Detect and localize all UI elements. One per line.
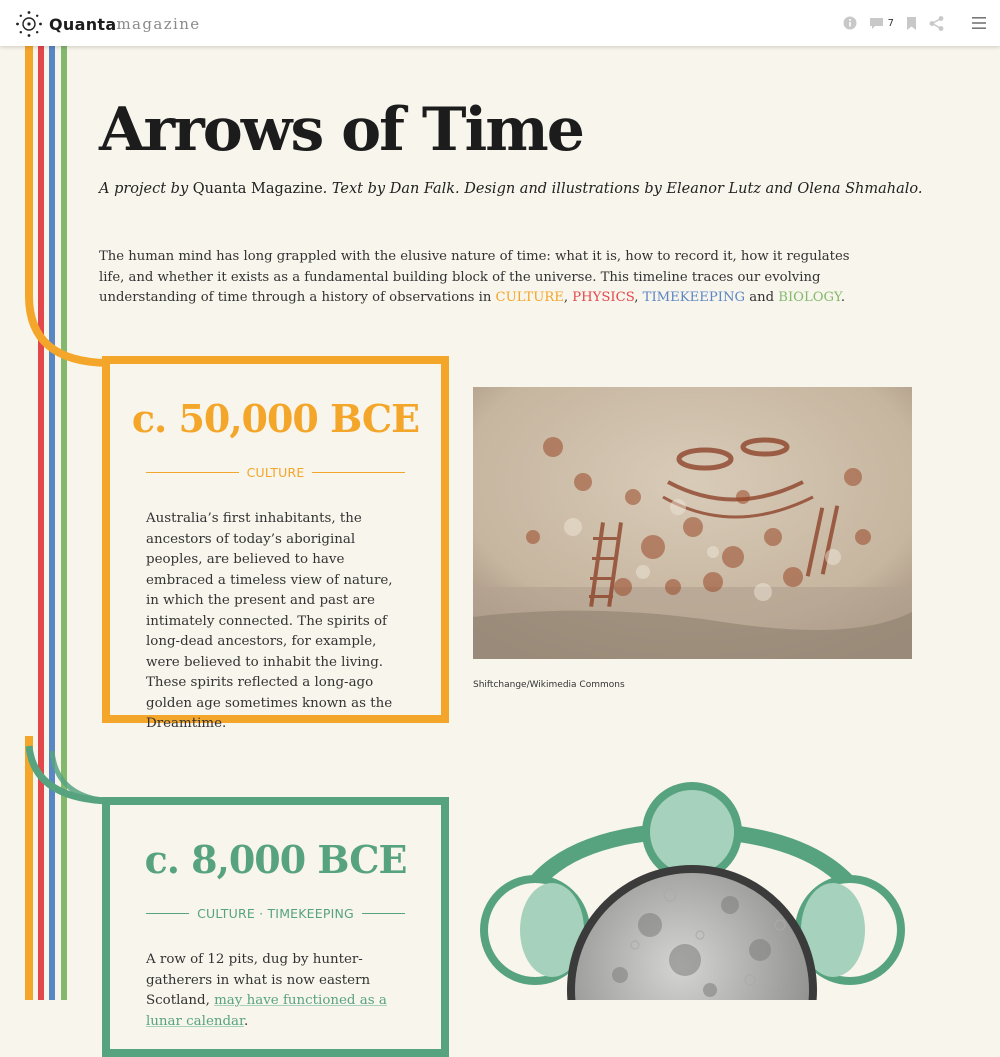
share-button[interactable] [929,13,944,33]
menu-icon [972,17,986,29]
entry-text-start: A row of 12 pits, dug by hunter-gatherers in what is now eastern Scotland, [146,952,371,1008]
header-tools [831,13,986,33]
brand-suffix: magazine [116,15,201,33]
key-physics: PHYSICS [572,290,635,305]
entry-text-end: . [243,1013,249,1029]
share-icon [929,16,944,31]
cave-painting-image [473,387,912,659]
intro-end: . [840,290,846,305]
category-label: CULTURE [246,465,305,480]
info-button[interactable] [843,13,857,33]
byline-publication: Quanta Magazine [192,181,323,197]
comments-button[interactable] [869,13,894,33]
category-label: CULTURE · TIMEKEEPING [197,906,354,921]
category-rule [146,472,239,474]
cave-painting-photo [473,387,912,659]
entry-date: c. 50,000 BCE [131,396,420,441]
bookmark-icon [906,17,917,30]
top-bar [0,0,1000,46]
comment-count: 7 [887,17,894,29]
key-culture: CULTURE [495,290,564,305]
timeline-entry-card [102,797,449,1057]
key-timekeeping: TIMEKEEPING [642,290,746,305]
intro-separator: , [634,290,643,305]
intro-separator: , [563,290,573,305]
entry-text: Australia’s first inhabitants, the ancestors of today’s aboriginal peoples, are believed to have embraced a timeless view of nature, in which the present and past are intimately connected. The spirits of long-dead ancestors, for example, were believed to inhabit the living. These spirits reflected a long-ago golden age sometimes known as the Dreamtime. [146,511,393,731]
byline-lead: A project by [99,181,193,197]
byline [99,181,922,197]
timeline-entry-card [102,356,449,731]
logo-icon [15,10,43,38]
article-title: Arrows of Time [99,95,583,165]
image-credit: Shiftchange/Wikimedia Commons [473,680,625,690]
moon-phases-illustration [470,775,920,1000]
brand-name: Quanta [49,14,117,34]
moon-phases-graphic [470,775,920,1000]
intro-text: The human mind has long grappled with the elusive nature of time: what it is, how to record it, how it regulates life, and whether it exists as a fundamental building block of the universe. This timeline traces our evolving understanding of time through a history of observations in [99,249,850,305]
category-rule [146,913,189,915]
bookmark-button[interactable] [906,13,917,33]
info-icon [843,16,857,30]
category-rule [312,472,405,474]
byline-credits: . Text by Dan Falk. Design and illustrations by Eleanor Lutz and Olena Shmahalo. [322,181,923,197]
comment-icon [869,17,884,30]
intro-and: and [745,290,779,305]
lunar-calendar-link[interactable]: may have functioned as a lunar calendar [146,993,387,1029]
key-biology: BIOLOGY [778,290,841,305]
intro-paragraph [99,247,869,309]
menu-button[interactable] [972,13,986,33]
entry-category [146,465,405,480]
entry-category [146,906,405,921]
entry-text [146,950,407,1032]
category-rule [362,913,405,915]
quanta-logo[interactable] [15,10,201,38]
entry-date: c. 8,000 BCE [144,837,407,882]
